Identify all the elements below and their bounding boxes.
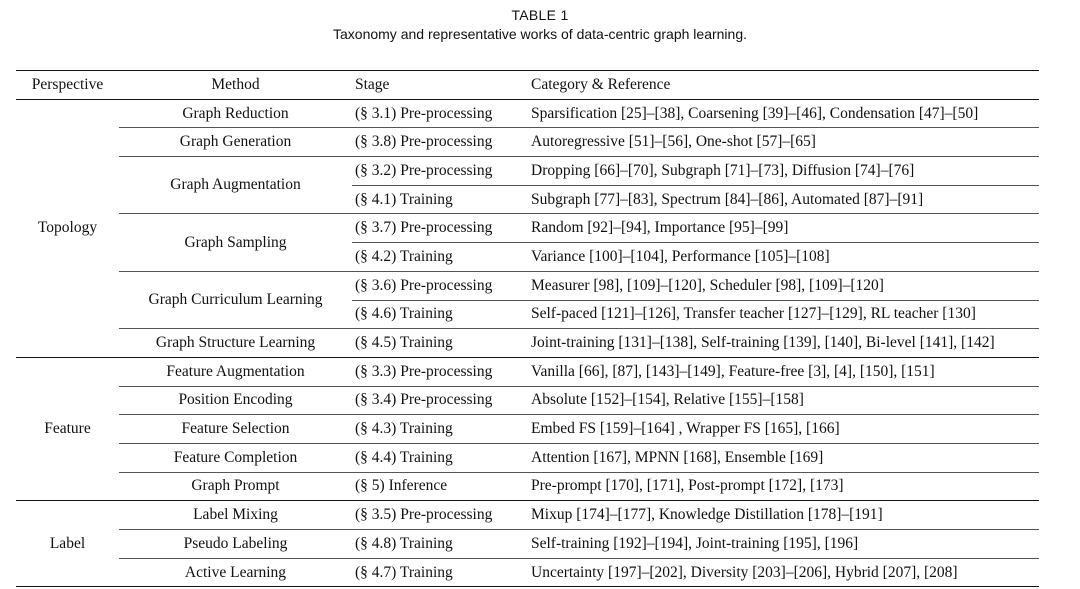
category-cell: Attention [167], MPNN [168], Ensemble [169]: [531, 443, 1039, 472]
stage-cell: (§ 3.8) Pre-processing: [352, 128, 531, 157]
method-graph-prompt: Graph Prompt: [119, 472, 352, 501]
table-caption: Taxonomy and representative works of data-centric graph learning.: [333, 26, 747, 42]
method-position-encoding: Position Encoding: [119, 386, 352, 415]
stage-cell: (§ 4.3) Training: [352, 415, 531, 444]
category-cell: Embed FS [159]–[164] , Wrapper FS [165], [166]: [531, 415, 1039, 444]
table-row: [16, 357, 1039, 386]
stage-cell: (§ 3.7) Pre-processing: [352, 214, 531, 243]
method-graph-reduction: Graph Reduction: [119, 99, 352, 128]
header-category: Category & Reference: [531, 71, 1039, 100]
stage-cell: (§ 3.2) Pre-processing: [352, 157, 531, 186]
stage-cell: (§ 3.5) Pre-processing: [352, 501, 531, 530]
method-graph-curriculum-learning: Graph Curriculum Learning: [119, 271, 352, 328]
stage-cell: (§ 4.4) Training: [352, 443, 531, 472]
category-cell: Measurer [98], [109]–[120], Scheduler [98], [109]–[120]: [531, 271, 1039, 300]
category-cell: Random [92]–[94], Importance [95]–[99]: [531, 214, 1039, 243]
category-cell: Autoregressive [51]–[56], One-shot [57]–[65]: [531, 128, 1039, 157]
method-graph-generation: Graph Generation: [119, 128, 352, 157]
method-pseudo-labeling: Pseudo Labeling: [119, 530, 352, 559]
perspective-feature: Feature: [16, 357, 119, 500]
table-label: TABLE 1: [511, 7, 569, 23]
table-row: [16, 157, 1039, 186]
stage-cell: (§ 4.2) Training: [352, 243, 531, 272]
stage-cell: (§ 4.6) Training: [352, 300, 531, 329]
category-cell: Uncertainty [197]–[202], Diversity [203]–[206], Hybrid [207], [208]: [531, 558, 1039, 587]
perspective-topology: Topology: [16, 99, 119, 357]
table-row: [16, 501, 1039, 530]
table-row: [16, 214, 1039, 243]
method-feature-selection: Feature Selection: [119, 415, 352, 444]
table-row: [16, 128, 1039, 157]
stage-cell: (§ 4.1) Training: [352, 185, 531, 214]
stage-cell: (§ 3.3) Pre-processing: [352, 357, 531, 386]
method-graph-augmentation: Graph Augmentation: [119, 157, 352, 214]
table-row: [16, 558, 1039, 587]
stage-cell: (§ 4.8) Training: [352, 530, 531, 559]
table-row: [16, 271, 1039, 300]
category-cell: Dropping [66]–[70], Subgraph [71]–[73], Diffusion [74]–[76]: [531, 157, 1039, 186]
table-row: [16, 472, 1039, 501]
table-row: [16, 386, 1039, 415]
header-method: Method: [119, 71, 352, 100]
header-perspective: Perspective: [16, 71, 119, 100]
category-cell: Self-paced [121]–[126], Transfer teacher [127]–[129], RL teacher [130]: [531, 300, 1039, 329]
method-graph-sampling: Graph Sampling: [119, 214, 352, 271]
stage-cell: (§ 4.5) Training: [352, 329, 531, 358]
stage-cell: (§ 4.7) Training: [352, 558, 531, 587]
method-feature-augmentation: Feature Augmentation: [119, 357, 352, 386]
method-label-mixing: Label Mixing: [119, 501, 352, 530]
table-row: [16, 99, 1039, 128]
method-graph-structure-learning: Graph Structure Learning: [119, 329, 352, 358]
category-cell: Sparsification [25]–[38], Coarsening [39]–[46], Condensation [47]–[50]: [531, 99, 1039, 128]
taxonomy-table: [16, 70, 1039, 587]
category-cell: Pre-prompt [170], [171], Post-prompt [172], [173]: [531, 472, 1039, 501]
category-cell: Vanilla [66], [87], [143]–[149], Feature-free [3], [4], [150], [151]: [531, 357, 1039, 386]
stage-cell: (§ 3.1) Pre-processing: [352, 99, 531, 128]
category-cell: Joint-training [131]–[138], Self-training [139], [140], Bi-level [141], [142]: [531, 329, 1039, 358]
category-cell: Subgraph [77]–[83], Spectrum [84]–[86], Automated [87]–[91]: [531, 185, 1039, 214]
table-row: [16, 415, 1039, 444]
table-row: [16, 329, 1039, 358]
stage-cell: (§ 3.6) Pre-processing: [352, 271, 531, 300]
table-row: [16, 530, 1039, 559]
category-cell: Absolute [152]–[154], Relative [155]–[158]: [531, 386, 1039, 415]
method-active-learning: Active Learning: [119, 558, 352, 587]
header-row: [16, 71, 1039, 100]
category-cell: Mixup [174]–[177], Knowledge Distillation [178]–[191]: [531, 501, 1039, 530]
perspective-label: Label: [16, 501, 119, 587]
stage-cell: (§ 5) Inference: [352, 472, 531, 501]
category-cell: Variance [100]–[104], Performance [105]–[108]: [531, 243, 1039, 272]
category-cell: Self-training [192]–[194], Joint-training [195], [196]: [531, 530, 1039, 559]
table-row: [16, 443, 1039, 472]
method-feature-completion: Feature Completion: [119, 443, 352, 472]
stage-cell: (§ 3.4) Pre-processing: [352, 386, 531, 415]
header-stage: Stage: [352, 71, 531, 100]
